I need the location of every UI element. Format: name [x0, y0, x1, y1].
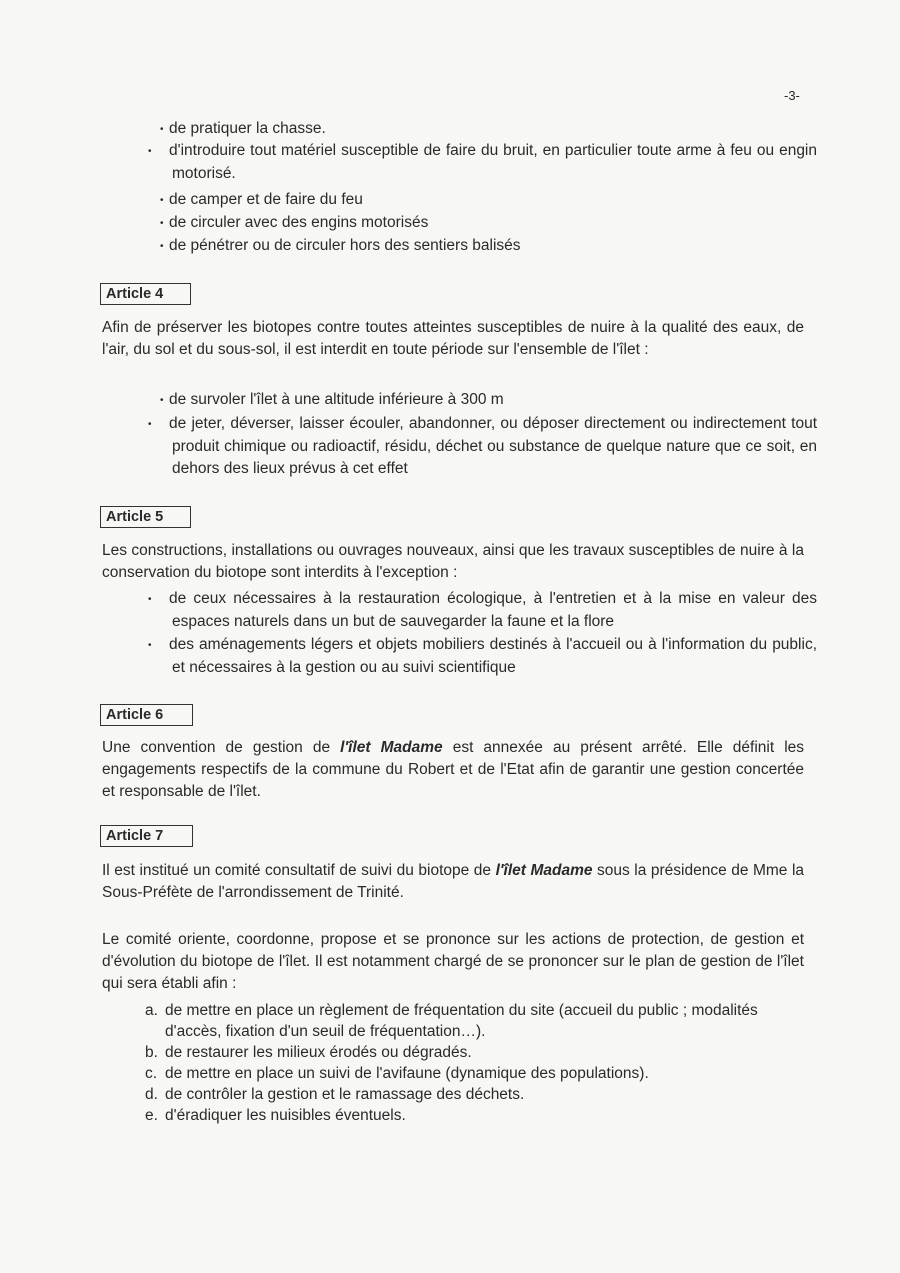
intro-bullet-5: • de pénétrer ou de circuler hors des sentiers balisés: [160, 237, 521, 254]
ilet-name: l'îlet Madame: [340, 739, 443, 756]
list-item: d. de contrôler la gestion et le ramassage des déchets.: [145, 1086, 525, 1103]
article-4-heading: Article 4: [100, 283, 191, 305]
article-5-heading: Article 5: [100, 506, 191, 528]
intro-bullet-2: • d'introduire tout matériel susceptible de faire du bruit, en particulier toute arme à feu ou engin motorisé.: [148, 142, 817, 182]
list-item: b. de restaurer les milieux érodés ou dégradés.: [145, 1044, 472, 1061]
ilet-name: l'îlet Madame: [495, 862, 593, 879]
intro-bullet-1: • de pratiquer la chasse.: [160, 120, 326, 137]
article-7-paragraph-1: Il est institué un comité consultatif de suivi du biotope de l'îlet Madame sous la présidence de Mme la Sous-Préfète de l'arrondissement de Trinité.: [102, 862, 805, 901]
article-5-bullet-1: • de ceux nécessaires à la restauration écologique, à l'entretien et à la mise en valeur des espaces naturels dans un but de sauvegarder la faune et la flore: [148, 590, 817, 630]
article-7-heading: Article 7: [100, 825, 193, 847]
article-4-bullet-2: • de jeter, déverser, laisser écouler, abandonner, ou déposer directement ou indirectement tout produit chimique ou radioactif, résidu, déchet ou substance de quelque nature que ce soit, en dehors des lieux prévus à cet effet: [148, 415, 817, 477]
article-5-bullet-2: • des aménagements légers et objets mobiliers destinés à l'accueil ou à l'information du public, et nécessaires à la gestion ou au suivi scientifique: [148, 636, 817, 676]
list-item: c. de mettre en place un suivi de l'avifaune (dynamique des populations).: [145, 1065, 649, 1082]
article-6-text: Une convention de gestion de l'îlet Madame est annexée au présent arrêté. Elle définit les engagements respectifs de la commune du Robert et de l'Etat afin de garantir une gestion concertée et responsable de l'îlet.: [102, 739, 805, 800]
page-number: -3-: [784, 88, 800, 103]
list-item: e. d'éradiquer les nuisibles éventuels.: [145, 1107, 406, 1124]
article-5-text: Les constructions, installations ou ouvrages nouveaux, ainsi que les travaux susceptibles de nuire à la conservation du biotope sont interdits à l'exception :: [102, 542, 804, 581]
intro-bullet-3: • de camper et de faire du feu: [160, 191, 363, 208]
article-4-bullet-1: • de survoler l'îlet à une altitude inférieure à 300 m: [160, 391, 504, 408]
article-4-text: Afin de préserver les biotopes contre toutes atteintes susceptibles de nuire à la qualité des eaux, de l'air, du sol et du sous-sol, il est interdit en toute période sur l'ensemble de l'îlet :: [102, 319, 804, 358]
list-item: a. de mettre en place un règlement de fréquentation du site (accueil du public ; modalités d'accès, fixation d'un seuil de fréquentation…).: [145, 1002, 758, 1040]
intro-bullet-4: • de circuler avec des engins motorisés: [160, 214, 429, 231]
article-6-heading: Article 6: [100, 704, 193, 726]
article-7-paragraph-2: Le comité oriente, coordonne, propose et se prononce sur les actions de protection, de gestion et d'évolution du biotope de l'îlet. Il est notamment chargé de se prononcer sur le plan de gestion de l'îlet qui sera établi afin :: [102, 931, 804, 992]
plan-objectives-list: [145, 1000, 805, 1126]
